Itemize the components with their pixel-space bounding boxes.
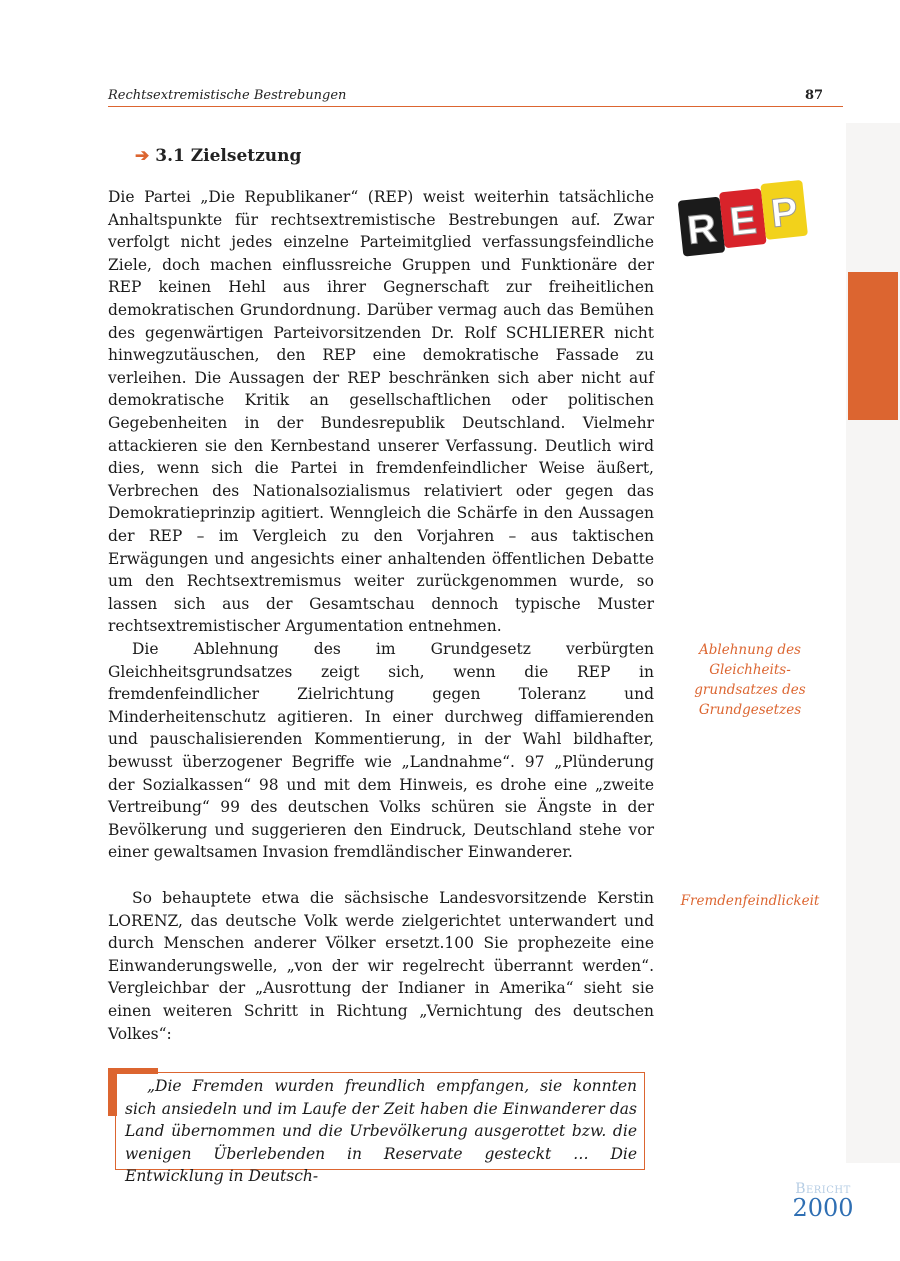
margin-note-gleichheitsgrundsatz: Ablehnung des Gleichheits-grundsatzes des Grundgesetzes <box>694 642 806 718</box>
quote-text: „Die Fremden wurden freundlich empfangen, sie konnten sich ansiedeln und im Laufe der Zeit haben die Einwanderer das Land übernommen und die Urbevölkerung ausgerottet bzw. die wenigen Überlebenden in Reservate gesteckt … Die Entwicklung in Deutsch- <box>125 1077 637 1186</box>
paragraph-intro: Die Partei „Die Republikaner“ (REP) weist weiterhin tatsächliche Anhaltspunkte für rechtsextremistische Bestrebungen auf. Zwar verfolgt nicht jedes einzelne Parteimitglied verfassungsfeindliche Ziele, doch machen einflussreiche Gruppen und Funktionäre der REP keinen Hehl aus ihrer Gegnerschaft zur freiheitlichen demokratischen Grundordnung. Darüber vermag auch das Bemühen des gegenwärtigen Parteivorsitzenden Dr. Rolf SCHLIERER nicht hinwegzutäuschen, den REP eine demokratische Fassade zu verleihen. Die Aussagen der REP beschränken sich aber nicht auf demokratische Kritik an gesellschaftlichen oder politischen Gegebenheiten in der Bundesrepublik Deutschland. Vielmehr attackieren sie den Kernbestand unserer Verfassung. Deutlich wird dies, wenn sich die Partei in fremdenfeindlicher Weise äußert, Verbrechen des Nationalsozialismus relativiert oder gegen das Demokratieprinzip agitiert. Wenngleich die Schärfe in den Aussagen der REP – im Vergleich zu den Vorjahren – aus taktischen Erwägungen und angesichts einer anhaltenden öffentlichen Debatte um den Rechtsextremismus weiter zurückgenommen wurde, so lassen sich aus der Gesamtschau dennoch typische Muster rechtsextremistischer Argumentation entnehmen. <box>108 188 654 636</box>
paragraph-gleichheitsgrundsatz: Die Ablehnung des im Grundgesetz verbürgten Gleichheitsgrundsatzes zeigt sich, wenn die REP in fremdenfeindlicher Zielrichtung gegen Toleranz und Minderheitenschutz agitieren. In einer durchweg diffamierenden und pauschalisierenden Kommentierung, in der Wahl bildhafter, bewusst überzogener Begriffe wie „Landnahme“. 97 „Plünderung der Sozialkassen“ 98 und mit dem Hinweis, es drohe eine „zweite Vertreibung“ 99 des deutschen Volks schüren sie Ängste in der Bevölkerung und suggerieren den Eindruck, Deutschland stehe vor einer gewaltsamen Invasion fremdländischer Einwanderer. <box>108 640 654 862</box>
svg-text:R: R <box>685 206 719 253</box>
running-header-title: Rechtsextremistische Bestrebungen <box>108 88 347 103</box>
report-brand-logo <box>788 1182 858 1220</box>
margin-note-fremdenfeindlichkeit: Fremdenfeindlickeit <box>680 893 820 909</box>
section-heading <box>135 146 301 166</box>
svg-text:E: E <box>727 197 759 245</box>
brand-year: 2000 <box>792 1194 854 1222</box>
rep-party-logo <box>676 180 814 260</box>
header-rule <box>108 106 843 107</box>
section-heading-text: 3.1 Zielsetzung <box>155 146 302 166</box>
page-number: 87 <box>805 88 824 103</box>
svg-text:P: P <box>768 189 801 237</box>
chapter-tab-marker <box>848 272 898 420</box>
brand-label: Bericht <box>795 1181 851 1197</box>
paragraph-lorenz: So behauptete etwa die sächsische Landesvorsitzende Kerstin LORENZ, das deutsche Volk werde zielgerichtet unterwandert und durch Menschen anderer Völker ersetzt.100 Sie prophezeite eine Einwanderungswelle, „von der wir regelrecht überrannt werden“. Vergleichbar der „Ausrottung der Indianer in Amerika“ sieht sie einen weiteren Schritt in Richtung „Vernichtung des deutschen Volkes“: <box>108 889 654 1043</box>
arrow-icon: ➔ <box>135 146 150 166</box>
